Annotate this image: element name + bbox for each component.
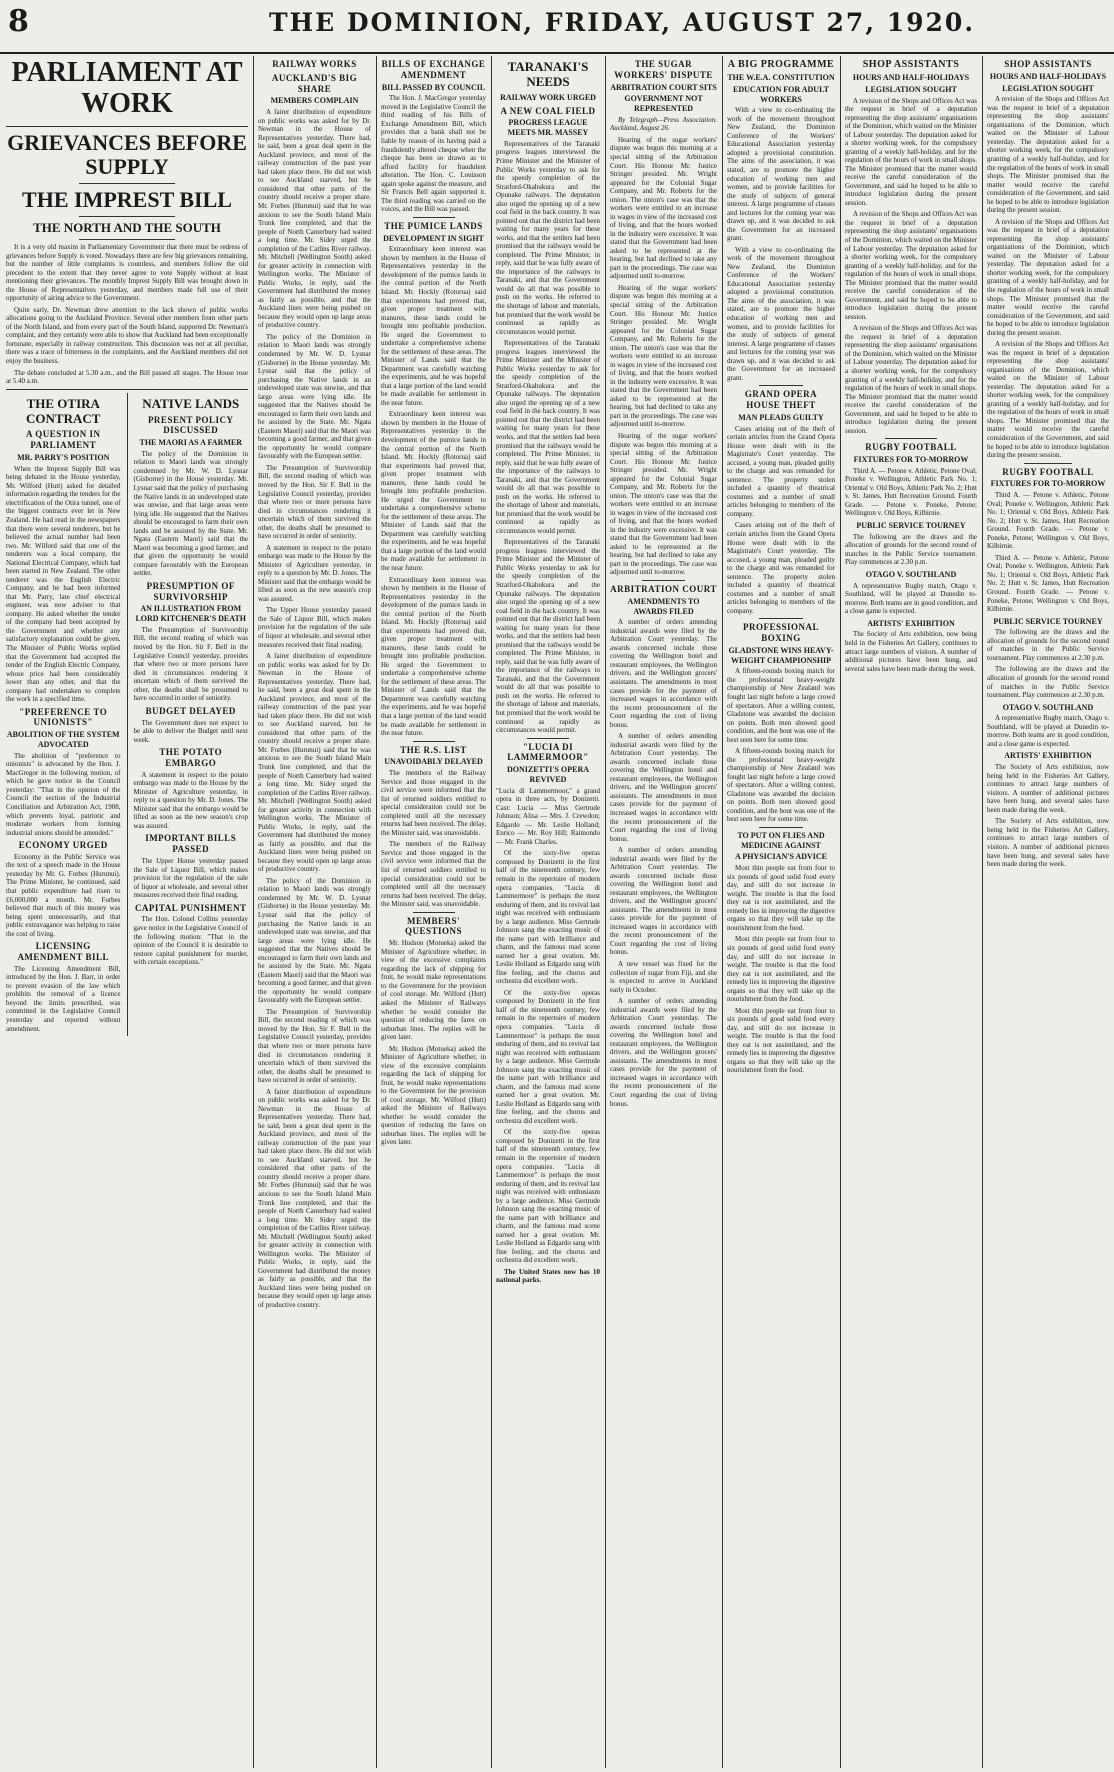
article-paragraph: The Government does not expect to be able to deliver the Budget until next week. — [133, 718, 248, 744]
article-paragraph: Hearing of the sugar workers' dispute was begun this morning at a special sitting of the Arbitration Court. His Honour Mr. Justice Stringer presided. Mr. Wright appeared for the Colonial Sugar Company, and Mr. Roberts for the union. The union's case was that the workers were entitled to an increase in wages in view of the increased cost of living, and that the hours worked in the industry were excessive. It was stated that the Government had been asked to be represented at the hearing, but had declined to take any part in the proceedings. The case was adjourned until to-morrow. — [610, 135, 717, 281]
subheadline: PRESENT POLICY DISCUSSED — [147, 414, 234, 436]
article-paragraph: Third A. — Petone v. Athletic, Petone Oval; Poneke v. Wellington, Athletic Park No. 1; Oriental v. Old Boys, Athletic Park No. 2; Hutt v. St. James, Hutt Recreation Ground. Fourth Grade. — Petone v. Poneke, Petone; Wellington v. Old Boys, Kilbirnie. — [987, 553, 1109, 614]
article-paragraph: Hearing of the sugar workers' dispute was begun this morning at a special sitting of the Arbitration Court. His Honour Mr. Justice Stringer presided. Mr. Wright appeared for the Colonial Sugar Company, and Mr. Roberts for the union. The union's case was that the workers were entitled to an increase in wages in view of the increased cost of living, and that the hours worked in the industry were excessive. It was stated that the Government had been asked to be represented at the hearing, but had declined to take any part in the proceedings. The case was adjourned until to-morrow. — [610, 283, 717, 429]
article-paragraph: The Upper House yesterday passed the Sale of Liquor Bill, which makes provision for the regulation of the sale of liquor at wholesale, and several other measures received their final reading. — [133, 857, 248, 900]
divider — [413, 741, 455, 742]
article-paragraph: A revision of the Shops and Offices Act was the request in brief of a deputation representing the shop assistants' organisations of the Dominion, which waited on the Minister of Labour yesterday. The deputation asked for a shorter working week, for the compulsory granting of a weekly half-holiday, and for the regulation of the hours of work in small shops. The Minister promised that the matter would receive the careful consideration of the Government, and said he hoped to be able to introduce legislation during the present session. — [845, 96, 977, 207]
subheadline: EDUCATION FOR ADULT WORKERS — [732, 84, 829, 104]
headline-imprest-bill: THE IMPREST BILL — [22, 186, 232, 212]
article-paragraph: Hearing of the sugar workers' dispute was begun this morning at a special sitting of the Arbitration Court. His Honour Mr. Justice Stringer presided. Mr. Wright appeared for the Colonial Sugar Company, and Mr. Roberts for the union. The union's case was that the workers were entitled to an increase in wages in view of the increased cost of living, and that the hours worked in the industry were excessive. It was stated that the Government had been asked to be represented at the hearing, but had declined to take any part in the proceedings. The case was adjourned until to-morrow. — [610, 431, 717, 577]
article-paragraph: Economy in the Public Service was the text of a speech made in the House yesterday by Mr. G. Forbes (Hurunui). The Prime Minister, he continued, said that public expenditure had risen to £6,000,000 a month. Mr. Forbes believed that much of this money was being spent unnecessarily, and that public extravagance was helping to raise the cost of living. — [6, 852, 121, 938]
article-paragraph: Mr. Hudson (Motueka) asked the Minister of Agriculture whether, in view of the excessive complaints regarding the lack of shipping for fruit, he would make representations to the Government for the provision of cool storage. Mr. Wilford (Hutt) asked the Minister of Railways whether he would consider the question of reducing the fares on suburban lines. The replies will be given later. — [381, 1044, 486, 1147]
article-paragraph: Third A. — Petone v. Athletic, Petone Oval; Poneke v. Wellington, Athletic Park No. 1; Oriental v. Old Boys, Athletic Park No. 2; Hutt v. St. James, Hutt Recreation Ground. Fourth Grade. — Petone v. Poneke, Petone; Wellington v. Old Boys, Kilbirnie. — [845, 466, 977, 518]
headline-taranaki: TARANAKI'S NEEDS — [507, 59, 589, 89]
headline-economy: ECONOMY URGED — [18, 840, 108, 851]
subheadline: AUCKLAND'S BIG SHARE — [271, 72, 358, 94]
headline-capital-punishment: CAPITAL PUNISHMENT — [134, 902, 247, 913]
divider — [6, 126, 248, 127]
article-paragraph: Representatives of the Taranaki progress leagues interviewed the Prime Minister and the Minister of Public Works yesterday to ask for the speedy completion of the Stratford-Okahukura and the Opunake railways. The deputation also urged the opening up of a new coal field in the back country. It was pointed out that the district had been waiting for many years for these works, and that the settlers had been promised that the railways would be completed. The Prime Minister, in reply, said that he was fully aware of the importance of the railways to Taranaki, and that the Government would do all that was possible to push on the works. He referred to the shortage of labour and materials, but promised that the work would be continued as rapidly as circumstances would permit. — [496, 139, 600, 336]
headline-grand-opera-theft: GRAND OPERA HOUSE THEFT — [744, 389, 818, 411]
headline-coal-field: A NEW COAL FIELD — [500, 105, 596, 116]
article-paragraph: Of the sixty-five operas composed by Donizetti in the first half of the nineteenth century, few remain in the repertoire of modern opera companies. "Lucia di Lammermoor" is perhaps the most enduring of them, and its revival last night was received with enthusiasm by a large audience. Miss Gertrude Johnson sang the exacting music of the name part with brilliance and charm, and the famous mad scene earned her a great ovation. Mr. Leslie Holland as Edgardo sang with fine feeling, and the chorus and orchestra did excellent work. — [496, 849, 600, 986]
headline-important-bills: IMPORTANT BILLS PASSED — [145, 833, 237, 855]
article-paragraph: A revision of the Shops and Offices Act was the request in brief of a deputation representing the shop assistants' organisations of the Dominion, which waited on the Minister of Labour yesterday. The deputation asked for a shorter working week, for the compulsory granting of a weekly half-holiday, and for the regulation of the hours of work in small shops. The Minister promised that the matter would receive the careful consideration of the Government, and said he hoped to be able to introduce legislation during the present session. — [845, 210, 977, 321]
article-paragraph: Representatives of the Taranaki progress leagues interviewed the Prime Minister and the Minister of Public Works yesterday to ask for the speedy completion of the Stratford-Okahukura and the Opunake railways. The deputation also urged the opening up of a new coal field in the back country. It was pointed out that the district had been waiting for many years for these works, and that the settlers had been promised that the railways would be completed. The Prime Minister, in reply, said that he was fully aware of the importance of the railways to Taranaki, and that the Government would do all that was possible to push on the works. He referred to the shortage of labour and materials, but promised that the work would be continued as rapidly as circumstances would permit. — [496, 339, 600, 535]
headline-artists-exhibition: ARTISTS' EXHIBITION — [1004, 751, 1092, 761]
article-paragraph: A fairer distribution of expenditure on public works was asked for by Dr. Newman in the House of Representatives yesterday. There had, he said, been a great deal spent in the Auckland province, and most of the railway construction of the past year had taken place there. He did not wish to see Auckland starved, but he considered that other parts of the country should receive a proper share. Mr. Forbes (Hurunui) said that he was anxious to see the South Island Main Trunk line completed, and that the people of North Canterbury had waited a long time. Mr. Sidey urged the completion of the Catlins River railway. Mr. Mitchell (Wellington South) asked for greater activity in connection with Wellington works. The Minister of Public Works, in reply, said the Government had distributed the money as fairly as possible, and that the Auckland lines were being pushed on because they would open up large areas of productive country. — [258, 652, 371, 874]
column-7 — [845, 56, 977, 1768]
subheadline: MEMBERS COMPLAIN — [270, 96, 359, 106]
subheadline: BILL PASSED BY COUNCIL — [381, 82, 486, 92]
headline-rs-list: THE R.S. LIST — [400, 744, 467, 755]
article-paragraph: With a view to co-ordinating the work of the movement throughout New Zealand, the Dominion Conference of the Workers' Educational Association yesterday adopted a provisional constitution. The aims of the association, it was stated, are to promote the higher education of working men and women, and to provide facilities for the study of subjects of general interest. A large programme of classes and lectures for the coming year was drawn up, and it was decided to ask the Government for an increased grant. — [727, 106, 835, 243]
column-rule — [376, 56, 377, 1768]
subheadline: HOURS AND HALF-HOLIDAYS — [989, 71, 1107, 81]
article-paragraph: The policy of the Dominion in relation to Maori lands was strongly condemned by Mr. W. D. Lysnar (Gisborne) in the House yesterday. Mr. Lysnar said that the policy of purchasing the Native lands in an undeveloped state was unwise, and that large areas were lying idle. He suggested that the Natives should be encouraged to farm their own lands and be assisted by the State. Mr. Ngata (Eastern Maori) said that the Maori was becoming a good farmer, and that given the opportunity he would compare favourably with the European settler. — [258, 876, 371, 1005]
article-paragraph: Extraordinary keen interest was shown by members in the House of Representatives yesterday in the development of the pumice lands in the central portion of the North Island. Mr. Hockly (Rotorua) said that experiments had proved that, given proper treatment with manures, these lands could be brought into profitable production. He urged the Government to undertake a comprehensive scheme for the settlement of these areas. The Minister of Lands said that the Department was carefully watching the experiments, and he was hopeful that a large portion of the land would be made available for settlement in the near future. — [381, 410, 486, 572]
headline-parliament: PARLIAMENT AT WORK — [11, 57, 243, 119]
column-rule — [605, 56, 606, 1768]
subheadline: MR. PARRY'S POSITION — [17, 453, 110, 463]
article-paragraph: The members of the Railway Service and those engaged in the civil service were informed that the list of returned soldiers entitled to special consideration could not be completed until all the necessary returns had been received. The delay, the Minister said, was unavoidable. — [381, 840, 486, 909]
article-paragraph: A revision of the Shops and Offices Act was the request in brief of a deputation representing the shop assistants' organisations of the Dominion, which waited on the Minister of Labour yesterday. The deputation asked for a shorter working week, for the compulsory granting of a weekly half-holiday, and for the regulation of the hours of work in small shops. The Minister promised that the matter would receive the careful consideration of the Government, and said he hoped to be able to introduce legislation during the present session. — [987, 217, 1109, 337]
article-paragraph: The Hon. Colonel Collins yesterday gave notice in the Legislative Council of the following motion: "That in the opinion of the Council it is desirable to restore capital punishment for murder, with certain exceptions." — [133, 915, 248, 967]
headline-railway-works: RAILWAY WORKS — [272, 59, 357, 69]
subheadline: ABOLITION OF THE SYSTEM ADVOCATED — [6, 730, 120, 750]
article-paragraph: A statement in respect to the potato embargo was made to the House by the Minister of Agriculture yesterday, in reply to a question by Mr. D. Jones. The Minister said that the embargo would be lifted as soon as the new season's crop was assured. — [258, 543, 371, 603]
headline-rugby: RUGBY FOOTBALL — [1002, 466, 1094, 477]
subheadline: LEGISLATION SOUGHT — [865, 84, 957, 94]
divider — [1024, 463, 1073, 464]
divider — [759, 385, 802, 386]
column-rule — [253, 56, 254, 1768]
subcolumn-left — [6, 393, 121, 1036]
article-paragraph: A representative Rugby match, Otago v. Southland, will be played at Dunedin to-morrow. Both teams are in good condition, and a close game is expected. — [987, 714, 1109, 748]
divider — [642, 580, 685, 581]
article-paragraph: A fairer distribution of expenditure on public works was asked for by Dr. Newman in the House of Representatives yesterday. There had, he said, been a great deal spent in the Auckland province, and most of the railway construction of the past year had taken place there. He did not wish to see Auckland starved, but he considered that other parts of the country should receive a proper share. Mr. Forbes (Hurunui) said that he was anxious to see the South Island Main Trunk line completed, and that the people of North Canterbury had waited a long time. Mr. Sidey urged the completion of the Catlins River railway. Mr. Mitchell (Wellington South) asked for greater activity in connection with Wellington works. The Minister of Public Works, in reply, said the Government had distributed the money as fairly as possible, and that the Auckland lines were being pushed on because they would open up large areas of productive country. — [258, 108, 371, 330]
article-paragraph: A fifteen-rounds boxing match for the professional heavy-weight championship of New Zealand was fought last night before a large crowd of spectators. After a willing contest, Gladstone was awarded the decision on points. Both men showed good condition, and the bout was one of the best seen here for some time. — [727, 667, 835, 744]
article-paragraph: The Society of Arts exhibition, now being held in the Fisheries Art Gallery, continues to attract large numbers of visitors. A number of additional pictures have been hung, and several sales have been made during the week. — [987, 817, 1109, 869]
article-paragraph: Of the sixty-five operas composed by Donizetti in the first half of the nineteenth century, few remain in the repertoire of modern opera companies. "Lucia di Lammermoor" is perhaps the most enduring of them, and its revival last night was received with enthusiasm by a large audience. Miss Gertrude Johnson sang the exacting music of the name part with brilliance and charm, and the famous mad scene earned her a great ovation. Mr. Leslie Holland as Edgardo sang with fine feeling, and the chorus and orchestra did excellent work. — [496, 988, 600, 1125]
headline-pumice-lands: THE PUMICE LANDS — [384, 220, 483, 231]
subheadline: A QUESTION IN PARLIAMENT — [25, 429, 101, 451]
headline-potato: THE POTATO EMBARGO — [159, 747, 223, 768]
subheadline: AMENDMENTS TO AWARDS FILED — [627, 596, 700, 616]
divider — [759, 618, 802, 619]
column-1-split — [6, 393, 248, 1036]
headline-north-south: THE NORTH AND THE SOUTH — [33, 220, 221, 236]
article-paragraph: A statement in respect to the potato embargo was made to the House by the Minister of Agriculture yesterday, in reply to a question by Mr. D. Jones. The Minister said that the embargo would be lifted as soon as the new season's crop was assured. — [133, 770, 248, 830]
article-paragraph: The following are the draws and the allocation of grounds for the second round of matches in the Public Service tournament. Play commences at 2.30 p.m. — [987, 628, 1109, 662]
subheadline: FIXTURES FOR TO-MORROW — [853, 455, 969, 465]
article-paragraph: Mr. Hudson (Motueka) asked the Minister of Agriculture whether, in view of the excessive complaints regarding the lack of shipping for fruit, he would make representations to the Government for the provision of cool storage. Mr. Wilford (Hutt) asked the Minister of Railways whether he would consider the question of reducing the fares on suburban lines. The replies will be given later. — [381, 939, 486, 1042]
article-paragraph: The Licensing Amendment Bill, introduced by the Hon. J. Barr, in order to prevent evasion of the law which prohibits the removal of a licence beyond the limits prescribed, was committed in the Legislative Council yesterday and reported without amendment. — [6, 964, 121, 1033]
headline-flies: TO PUT ON FLIES AND MEDICINE AGAINST — [737, 830, 825, 850]
headline-rugby: RUGBY FOOTBALL — [865, 442, 957, 453]
headline-shop-assistants: SHOP ASSISTANTS — [862, 59, 960, 70]
subheadline: DEVELOPMENT IN SIGHT — [383, 233, 484, 243]
dateline: By Telegraph—Press Association. Auckland, August 26. — [610, 115, 717, 133]
article-paragraph: A number of orders amending industrial awards were filed by the Arbitration Court yesterday. The awards concerned include those covering the Wellington hotel and restaurant employees, the Wellington drivers, and the Wellington grocers' assistants. The amendments in most cases provide for the payment of increased wages in accordance with the recent pronouncement of the Court regarding the cost of living bonus. — [610, 618, 717, 729]
headline-public-service: PUBLIC SERVICE TOURNEY — [993, 616, 1103, 626]
article-paragraph: The policy of the Dominion in relation to Maori lands was strongly condemned by Mr. W. D. Lysnar (Gisborne) in the House yesterday. Mr. Lysnar said that the policy of purchasing the Native lands in an undeveloped state was unwise, and that large areas were lying idle. He suggested that the Natives should be encouraged to farm their own lands and be assisted by the State. Mr. Ngata (Eastern Maori) said that the Maori was becoming a good farmer, and that given the opportunity he would compare favourably with the European settler. — [258, 332, 371, 461]
article-paragraph: A fifteen-rounds boxing match for the professional heavy-weight championship of New Zealand was fought last night before a large crowd of spectators. After a willing contest, Gladstone was awarded the decision on points. Both men showed good condition, and the bout was one of the best seen here for some time. — [727, 747, 835, 824]
column-3 — [381, 56, 486, 1768]
divider — [885, 438, 938, 439]
divider — [413, 217, 455, 218]
subheadline: FIXTURES FOR TO-MORROW — [990, 479, 1106, 489]
subcolumn-right — [134, 393, 249, 1036]
subheadline: LEGISLATION SOUGHT — [1002, 83, 1094, 93]
column-rule — [982, 56, 983, 1768]
headline-members-questions: MEMBERS' QUESTIONS — [404, 915, 463, 937]
article-paragraph: Extraordinary keen interest was shown by members in the House of Representatives yesterday in the development of the pumice lands in the central portion of the North Island. Mr. Hockly (Rotorua) said that experiments had proved that, given proper treatment with manures, these lands could be brought into profitable production. He urged the Government to undertake a comprehensive scheme for the settlement of these areas. The Minister of Lands said that the Department was carefully watching the experiments, and he was hopeful that a large portion of the land would be made available for settlement in the near future. — [381, 575, 486, 738]
page-number: 8 — [8, 4, 29, 39]
article-paragraph: With a view to co-ordinating the work of the movement throughout New Zealand, the Dominion Conference of the Workers' Educational Association yesterday adopted a provisional constitution. The aims of the association, it was stated, are to promote the higher education of working men and women, and to provide facilities for the study of subjects of general interest. A large programme of classes and lectures for the coming year was drawn up, and it was decided to ask the Government for an increased grant. — [727, 245, 835, 382]
article-paragraph: Most thin people eat from four to six pounds of good solid food every day, and still do not increase in weight. The trouble is that the food they eat is not assimilated, and the remedy lies in improving the digestive organs so that they will take up the nourishment from the food. — [727, 1006, 835, 1075]
subheadline: THE MAORI AS A FARMER — [139, 438, 243, 448]
column-1 — [6, 56, 248, 1768]
article-paragraph: The abolition of "preference to unionists" is advocated by the Hon. J. MacGregor in the following motion, of which he gave notice in the Council yesterday: "That in the opinion of the Council the section of the Industrial Conciliation and Arbitration Act, 1908, which prevents loyal, patriotic and moderate workers from forming industrial unions should be amended." — [6, 751, 121, 837]
column-6 — [727, 56, 835, 1768]
subheadline: HOURS AND HALF-HOLIDAYS — [852, 73, 970, 82]
article-paragraph: The Presumption of Survivorship Bill, the second reading of which was moved by the Hon. Sir F. Bell in the Legislative Council yesterday, provides that where two or more persons have died in circumstances rendering it uncertain which of them survived the other, the deaths shall be presumed to have occurred in order of seniority. — [258, 463, 371, 541]
divider — [759, 827, 802, 828]
article-paragraph: The United States now has 10 national parks. — [496, 1267, 600, 1285]
article-paragraph: A revision of the Shops and Offices Act was the request in brief of a deputation representing the shop assistants' organisations of the Dominion, which waited on the Minister of Labour yesterday. The deputation asked for a shorter working week, for the compulsory granting of a weekly half-holiday, and for the regulation of the hours of work in small shops. The Minister promised that the matter would receive the careful consideration of the Government, and said he hoped to be able to introduce legislation during the present session. — [987, 340, 1109, 460]
subheadline: THE W.E.A. CONSTITUTION — [727, 73, 835, 82]
article-paragraph: The Presumption of Survivorship Bill, the second reading of which was moved by the Hon. Sir F. Bell in the Legislative Council yesterday, provides that where two or more persons have died in circumstances rendering it uncertain which of them survived the other, the deaths shall be presumed to have occurred in order of seniority. — [258, 1007, 371, 1085]
article-paragraph: A number of orders amending industrial awards were filed by the Arbitration Court yesterday. The awards concerned include those covering the Wellington hotel and restaurant employees, the Wellington drivers, and the Wellington grocers' assistants. The amendments in most cases provide for the payment of increased wages in accordance with the recent pronouncement of the Court regarding the cost of living bonus. — [610, 732, 717, 843]
headline-big-programme: A BIG PROGRAMME — [727, 59, 835, 70]
subheadline: GLADSTONE WINS HEAVY-WEIGHT CHAMPIONSHIP — [728, 645, 834, 665]
subheadline: PROGRESS LEAGUE MEETS MR. MASSEY — [507, 118, 589, 138]
divider — [79, 216, 176, 217]
article-paragraph: A revision of the Shops and Offices Act was the request in brief of a deputation representing the shop assistants' organisations of the Dominion, which waited on the Minister of Labour yesterday. The deputation asked for a shorter working week, for the compulsory granting of a weekly half-holiday, and for the regulation of the hours of work in small shops. The Minister promised that the matter would receive the careful consideration of the Government, and said he hoped to be able to introduce legislation during the present session. — [987, 95, 1109, 215]
headline-otago-southland: OTAGO V. SOUTHLAND — [1002, 702, 1094, 712]
headline-professional-boxing: PROFESSIONAL BOXING — [742, 622, 819, 644]
article-paragraph: The policy of the Dominion in relation to Maori lands was strongly condemned by Mr. W. D. Lysnar (Gisborne) in the House yesterday. Mr. Lysnar said that the policy of purchasing the Native lands in an undeveloped state was unwise, and that large areas were lying idle. He suggested that the Natives should be encouraged to farm their own lands and be assisted by the State. Mr. Ngata (Eastern Maori) said that the Maori was becoming a good farmer, and that given the opportunity he would compare favourably with the European settler. — [133, 449, 248, 578]
article-paragraph: The following are the draws and the allocation of grounds for the second round of matches in the Public Service tournament. Play commences at 2.30 p.m. — [987, 665, 1109, 700]
subheadline: AN ILLUSTRATION FROM LORD KITCHENER'S DEATH — [135, 604, 247, 624]
article-paragraph: It is a very old maxim in Parliamentary Government that there must be redress of grievances before Supply is voted. Nowadays there are few big grievances remaining, but the number of little complaints is countless, and members follow the old precedent to the extent that they never agree to vote Supply without at least mentioning their grievances. The monthly Imprest Supply Bill was brought down in the House of Representatives yesterday, and members made full use of their opportunity of airing advice to the Government. — [6, 243, 248, 303]
article-paragraph: A number of orders amending industrial awards were filed by the Arbitration Court yesterday. The awards concerned include those covering the Wellington hotel and restaurant employees, the Wellington drivers, and the Wellington grocers' assistants. The amendments in most cases provide for the payment of increased wages in accordance with the recent pronouncement of the Court regarding the cost of living bonus. — [610, 846, 717, 957]
headline-shop-assistants: SHOP ASSISTANTS — [1004, 59, 1092, 69]
headline-survivorship: PRESUMPTION OF SURVIVORSHIP — [146, 580, 235, 602]
headline-sugar-workers: THE SUGAR WORKERS' DISPUTE — [614, 59, 713, 80]
column-5 — [610, 56, 717, 1768]
article-paragraph: When the Imprest Supply Bill was being debated in the House yesterday, Mr. Wilford (Hutt) asked for detailed information regarding the tenders for the electrification of the Otira tunnel, one of the biggest contracts ever let in New Zealand. He had read in the newspapers that there were several tenderers, but he believed the actual number had been two. Mr. Wilford said that one of the tenderers was a local company, the National Electrical Company, which had been started in New Zealand. The other tenderer was the English Electric Company, and he had been informed that Mr. Parry, late chief electrical engineer, was now adviser to that company. He asked whether the tender of the company had been accepted by the Government and whether any satisfactory explanation could be given. The Minister of Public Works replied that the Government had accepted the tender of the English Electric Company, whose price had been considerably lower than any other, and that the company had undertaken to complete the work in a specified time. — [6, 464, 121, 704]
headline-public-service: PUBLIC SERVICE TOURNEY — [856, 520, 966, 530]
article-paragraph: A representative Rugby match, Otago v. Southland, will be played at Dunedin to-morrow. Both teams are in good condition, and a close game is expected. — [845, 581, 977, 616]
headline-otago-southland: OTAGO V. SOUTHLAND — [865, 569, 957, 579]
column-rule — [722, 56, 723, 1768]
headline-budget: BUDGET DELAYED — [145, 705, 236, 716]
headline-native-lands: NATIVE LANDS — [142, 395, 240, 411]
article-paragraph: The Presumption of Survivorship Bill, the second reading of which was moved by the Hon. Sir F. Bell in the Legislative Council yesterday, provides that where two or more persons have died in circumstances rendering it uncertain which of them survived the other, the deaths shall be presumed to have occurred in order of seniority. — [133, 625, 248, 703]
headline-preference: "PREFERENCE TO UNIONISTS" — [19, 706, 108, 728]
column-rule — [127, 393, 128, 1036]
column-4 — [496, 56, 600, 1768]
article-paragraph: The members of the Railway Service and those engaged in the civil service were informed that the list of returned soldiers entitled to special consideration could not be completed until all the necessary returns had been received. The delay, the Minister said, was unavoidable. — [381, 769, 486, 837]
column-2 — [258, 56, 371, 1768]
article-paragraph: A number of orders amending industrial awards were filed by the Arbitration Court yesterday. The awards concerned include those covering the Wellington hotel and restaurant employees, the Wellington drivers, and the Wellington grocers' assistants. The amendments in most cases provide for the payment of increased wages in accordance with the recent pronouncement of the Court regarding the cost of living bonus. — [610, 997, 717, 1108]
article-paragraph: A revision of the Shops and Offices Act was the request in brief of a deputation representing the shop assistants' organisations of the Dominion, which waited on the Minister of Labour yesterday. The deputation asked for a shorter working week, for the compulsory granting of a weekly half-holiday, and for the regulation of the hours of work in small shops. The Minister promised that the matter would receive the careful consideration of the Government, and said he hoped to be able to introduce legislation during the present session. — [845, 324, 977, 435]
headline-grievances: GRIEVANCES BEFORE SUPPLY — [7, 129, 247, 179]
subheadline: GOVERNMENT NOT REPRESENTED — [624, 94, 703, 114]
column-rule — [491, 56, 492, 1768]
article-paragraph: The following are the draws and the allocation of grounds for the second round of matches in the Public Service tournament. Play commences at 2.30 p.m. — [845, 532, 977, 567]
article-paragraph: Most thin people eat from four to six pounds of good solid food every day, and still do not increase in weight. The trouble is that the food they eat is not assimilated, and the remedy lies in improving the digestive organs so that they will take up the nourishment from the food. — [727, 864, 835, 932]
divider — [79, 183, 176, 184]
headline-bills-of-exchange: BILLS OF EXCHANGE AMENDMENT — [381, 59, 486, 80]
article-paragraph: Extraordinary keen interest was shown by members in the House of Representatives yesterday in the development of the pumice lands in the central portion of the North Island. Mr. Hockly (Rotorua) said that experiments had proved that, given proper treatment with manures, these lands could be brought into profitable production. He urged the Government to undertake a comprehensive scheme for the settlement of these areas. The Minister of Lands said that the Department was carefully watching the experiments, and he was hopeful that a large portion of the land would be made available for settlement in the near future. — [381, 245, 486, 407]
article-paragraph: A fairer distribution of expenditure on public works was asked for by Dr. Newman in the House of Representatives yesterday. There had, he said, been a great deal spent in the Auckland province, and most of the railway construction of the past year had taken place there. He did not wish to see Auckland starved, but he considered that other parts of the country should receive a proper share. Mr. Forbes (Hurunui) said that he was anxious to see the South Island Main Trunk line completed, and that the people of North Canterbury had waited a long time. Mr. Sidey urged the completion of the Catlins River railway. Mr. Mitchell (Wellington South) asked for greater activity in connection with Wellington works. The Minister of Public Works, in reply, said the Government had distributed the money as fairly as possible, and that the Auckland lines were being pushed on because they would open up large areas of productive country. — [258, 1087, 371, 1309]
headline-artists-exhibition: ARTISTS' EXHIBITION — [867, 618, 955, 628]
divider — [413, 912, 455, 913]
divider — [6, 389, 248, 390]
article-paragraph: Third A. — Petone v. Athletic, Petone Oval; Poneke v. Wellington, Athletic Park No. 1; Oriental v. Old Boys, Athletic Park No. 2; Hutt v. St. James, Hutt Recreation Ground. Fourth Grade. — Petone v. Poneke, Petone; Wellington v. Old Boys, Kilbirnie. — [987, 491, 1109, 551]
newspaper-title: THE DOMINION, FRIDAY, AUGUST 27, 1920. — [268, 8, 976, 37]
subheadline: UNAVOIDABLY DELAYED — [384, 757, 483, 767]
column-8 — [987, 56, 1109, 1768]
subheadline: A PHYSICIAN'S ADVICE — [734, 852, 828, 862]
divider — [527, 738, 569, 739]
article-paragraph: Quite early, Dr. Newman drew attention to the lack shown of public works allocations going to the Auckland Province. Several other members from other parts of the North Island, and from every part of the South Island, supported Dr. Newman's complaint, and they certainly were able to show that Auckland had been exceptionally fortunate, especially in railway construction. This discussion was not at all peculiar, there was a trace of bitterness in the complaints, and the Auckland members did not enjoy the business. — [6, 305, 248, 365]
article-paragraph: Of the sixty-five operas composed by Donizetti in the first half of the nineteenth century, few remain in the repertoire of modern opera companies. "Lucia di Lammermoor" is perhaps the most enduring of them, and its revival last night was received with enthusiasm by a large audience. Miss Gertrude Johnson sang the exacting music of the name part with brilliance and charm, and the famous mad scene earned her a great ovation. Mr. Leslie Holland as Edgardo sang with fine feeling, and the chorus and orchestra did excellent work. — [496, 1128, 600, 1265]
headline-otira: THE OTIRA CONTRACT — [26, 395, 101, 426]
subheadline: DONIZETTI'S OPERA REVIVED — [506, 765, 590, 784]
divider — [79, 239, 176, 240]
article-paragraph: Representatives of the Taranaki progress leagues interviewed the Prime Minister and the Minister of Public Works yesterday to ask for the speedy completion of the Stratford-Okahukura and the Opunake railways. The deputation also urged the opening up of a new coal field in the back country. It was pointed out that the district had been waiting for many years for these works, and that the settlers had been promised that the railways would be completed. The Prime Minister, in reply, said that he was fully aware of the importance of the railways to Taranaki, and that the Government would do all that was possible to push on the works. He referred to the shortage of labour and materials, but promised that the work would be continued as rapidly as circumstances would permit. — [496, 538, 600, 735]
article-paragraph: The Hon. J. MacGregor yesterday moved in the Legislative Council the third reading of his Bills of Exchange Amendment Bill, which provides that a bank shall not be liable by reason of its having paid a fraudulently altered cheque when the cheque has been so drawn as to afford facility for fraudulent alteration. The Hon. C. Louisson again spoke against the measure, and Sir Francis Bell again supported it. The third reading was carried on the voices, and the Bill was passed. — [381, 94, 486, 214]
headline-lucia: "LUCIA DI LAMMERMOOR" — [507, 741, 589, 763]
article-paragraph: The Society of Arts exhibition, now being held in the Fisheries Art Gallery, continues to attract large numbers of visitors. A number of additional pictures have been hung, and several sales have been made during the week. — [845, 630, 977, 673]
headline-arbitration-court: ARBITRATION COURT — [610, 584, 717, 594]
article-paragraph: Cases arising out of the theft of certain articles from the Grand Opera House were dealt with in the Magistrate's Court yesterday. The accused, a young man, pleaded guilty to the charge and was remanded for sentence. The property stolen included a quantity of theatrical costumes and a number of small articles belonging to members of the company. — [727, 521, 835, 615]
article-paragraph: Most thin people eat from four to six pounds of good solid food every day, and still do not increase in weight. The trouble is that the food they eat is not assimilated, and the remedy lies in improving the digestive organs so that they will take up the nourishment from the food. — [727, 935, 835, 1004]
article-paragraph: The Upper House yesterday passed the Sale of Liquor Bill, which makes provision for the regulation of the sale of liquor at wholesale, and several other measures received their final reading. — [258, 606, 371, 649]
subheadline: MAN PLEADS GUILTY — [738, 412, 824, 422]
column-rule — [840, 56, 841, 1768]
headline-licensing: LICENSING AMENDMENT BILL — [17, 941, 110, 962]
subheadline: ARBITRATION COURT SITS — [610, 82, 717, 92]
article-paragraph: The Society of Arts exhibition, now being held in the Fisheries Art Gallery, continues to attract large numbers of visitors. A number of additional pictures have been hung, and several sales have been made during the week. — [987, 763, 1109, 814]
article-paragraph: Cases arising out of the theft of certain articles from the Grand Opera House were dealt with in the Magistrate's Court yesterday. The accused, a young man, pleaded guilty to the charge and was remanded for sentence. The property stolen included a quantity of theatrical costumes and a number of small articles belonging to members of the company. — [727, 424, 835, 518]
subheadline: RAILWAY WORK URGED — [500, 92, 596, 102]
article-paragraph: A new vessel was fixed for the collection of sugar from Fiji, and she is expected to arrive in Auckland early in October. — [610, 960, 717, 994]
cast-list: "Lucia di Lammermoor," a grand opera in three acts, by Donizetti. Cast: Lucia — Miss Gertrude Johnson; Alisa — Mrs. J. Crewdon; Edgardo — Mr. Leslie Holland; Enrico — Mr. Roy Hill; Raimondo — Mr. Frank Charles. — [496, 786, 600, 846]
masthead — [0, 0, 1114, 54]
article-paragraph: The debate concluded at 5.30 a.m., and the Bill passed all stages. The House rose at 5.40 a.m. — [6, 368, 248, 386]
